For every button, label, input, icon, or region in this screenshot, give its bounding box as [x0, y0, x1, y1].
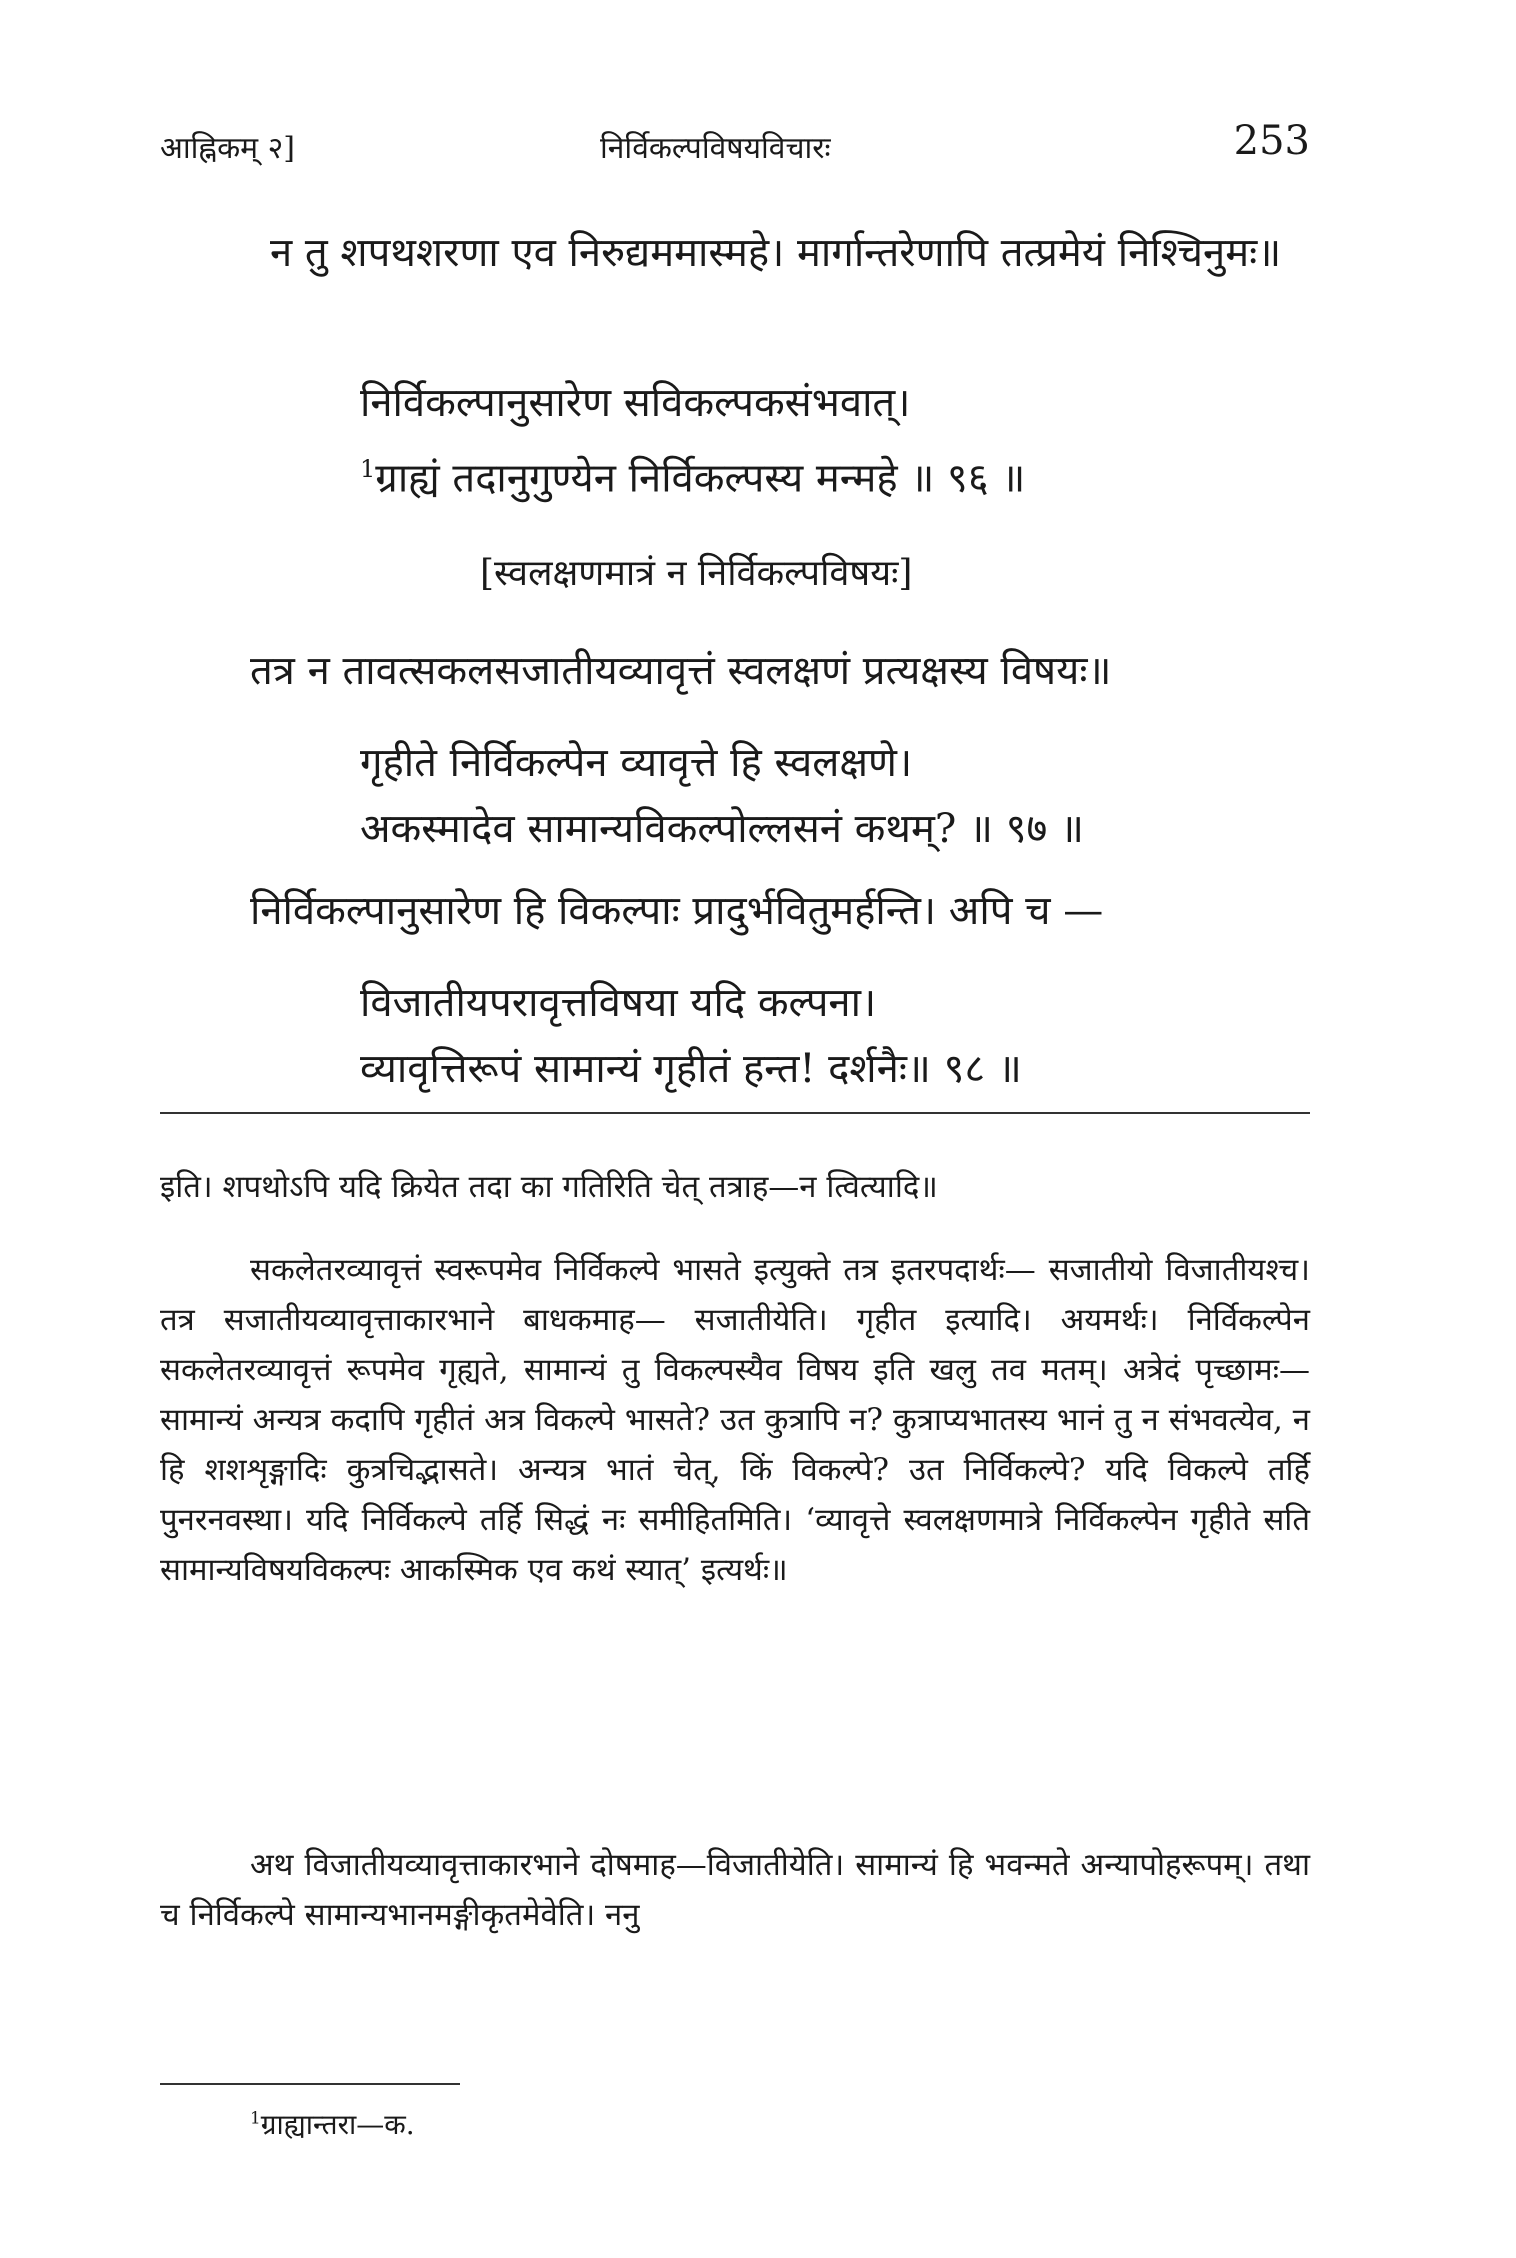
- footnote-text: ग्राह्यान्तरा—क.: [260, 2108, 415, 2141]
- main-paragraph-3: निर्विकल्पानुसारेण हि विकल्पाः प्रादुर्भवितुमर्हन्ति। अपि च —: [250, 888, 1104, 934]
- commentary-paragraph-1: इति। शपथोऽपि यदि क्रियेत तदा का गतिरिति चेत् तत्राह—न त्वित्यादि॥: [160, 1169, 938, 1205]
- chapter-label: आह्निकम् २]: [160, 131, 295, 166]
- text-commentary-divider: [160, 1112, 1310, 1114]
- verse-97: [360, 730, 1310, 862]
- verse-98-line-1: विजातीयपरावृत्तविषया यदि कल्पना।: [360, 980, 877, 1026]
- verse-96: [360, 370, 1310, 511]
- verse-98-line-2: व्यावृत्तिरूपं सामान्यं गृहीतं हन्त! दर्शनैः॥ ९८ ॥: [360, 1046, 1022, 1092]
- main-paragraph-2: तत्र न तावत्सकलसजातीयव्यावृत्तं स्वलक्षणं प्रत्यक्षस्य विषयः॥: [250, 648, 1112, 694]
- running-title: निर्विकल्पविषयविचारः: [600, 131, 831, 166]
- footnote-mark: 1: [250, 2107, 261, 2128]
- commentary-paragraph-2: सकलेतरव्यावृत्तं स्वरूपमेव निर्विकल्पे भासते इत्युक्ते तत्र इतरपदार्थः— सजातीयो विजातीयश्च। तत्र सजातीयव्यावृत्ताकारभाने बाधकमाह— सजातीयेति। गृहीत इत्यादि। अयमर्थः। निर्विकल्पेन सकलेतरव्यावृत्तं रूपमेव गृह्यते, सामान्यं तु विकल्पस्यैव विषय इति खलु तव मतम्। अत्रेदं पृच्छामः—सामान्यं अन्यत्र कदापि गृहीतं अत्र विकल्पे भासते? उत कुत्रापि न? कुत्राप्यभातस्य भानं तु न संभवत्येव, न हि शशशृङ्गादिः कुत्रचिद्भासते। अन्यत्र भातं चेत्, किं विकल्पे? उत निर्विकल्पे? यदि विकल्पे तर्हि पुनरनवस्था। यदि निर्विकल्पे तर्हि सिद्धं नः समीहितमिति। ‘व्यावृत्ते स्वलक्षणमात्रे निर्विकल्पेन गृहीते सति सामान्यविषयविकल्पः आकस्मिक एव कथं स्यात्’ इत्यर्थः॥: [160, 1252, 1310, 1588]
- commentary-paragraph-3: अथ विजातीयव्यावृत्ताकारभाने दोषमाह—विजातीयेति। सामान्यं हि भवन्मते अन्यापोहरूपम्। तथा च निर्विकल्पे सामान्यभानमङ्गीकृतमेवेति। ननु: [160, 1847, 1310, 1933]
- verse-98: [360, 970, 1310, 1102]
- verse-96-line-1: निर्विकल्पानुसारेण सविकल्पकसंभवात्।: [360, 380, 911, 426]
- verse-97-line-1: गृहीते निर्विकल्पेन व्यावृत्ते हि स्वलक्षणे।: [360, 740, 913, 786]
- footnote: [250, 2105, 415, 2143]
- verse-96-line-2-wrap: [360, 436, 1310, 511]
- page-number: 253: [1233, 118, 1310, 164]
- footnote-marker: 1: [360, 455, 376, 483]
- footnote-divider: [160, 2083, 460, 2085]
- running-header: [160, 118, 1310, 168]
- main-paragraph-1: न तु शपथशरणा एव निरुद्यममास्महे। मार्गान्तरेणापि तत्प्रमेयं निश्चिनुमः॥: [270, 230, 1282, 276]
- verse-97-line-2: अकस्मादेव सामान्यविकल्पोल्लसनं कथम्? ॥ ९७ ॥: [360, 806, 1084, 852]
- section-heading: [स्वलक्षणमात्रं न निर्विकल्पविषयः]: [480, 553, 913, 594]
- verse-96-line-2: ग्राह्यं तदानुगुण्येन निर्विकल्पस्य मन्महे ॥ ९६ ॥: [375, 455, 1026, 502]
